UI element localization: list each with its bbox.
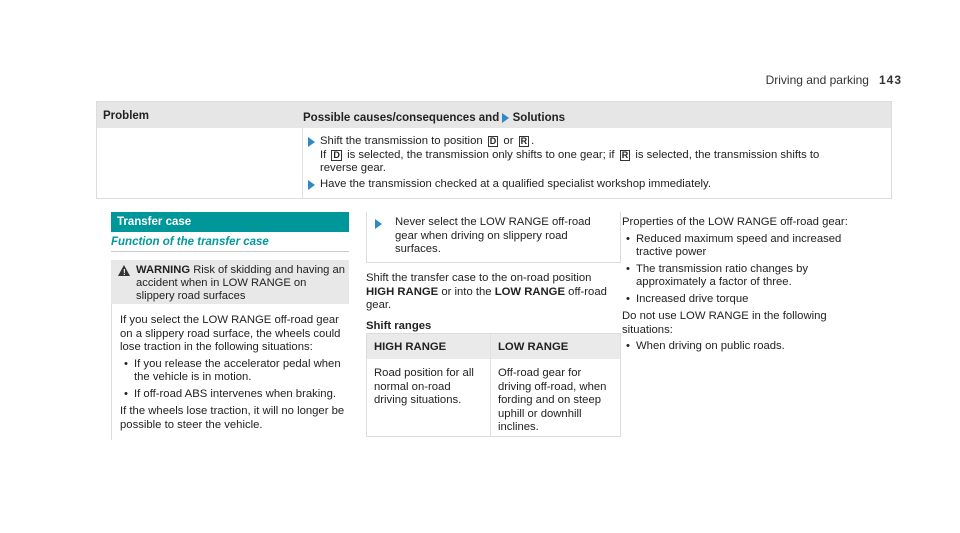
gear-d-icon: D	[489, 136, 497, 146]
list-item: • If you release the accelerator pedal when the vehicle is in motion.	[120, 358, 350, 385]
warning-paragraph: If you select the LOW RANGE off-road gear on a slippery road surface, the wheels could lose traction in the following situations:	[120, 314, 341, 353]
solutions-header-prefix: Possible causes/consequences and	[303, 112, 500, 124]
arrow-right-icon	[375, 219, 382, 229]
right-column	[622, 216, 867, 354]
warning-box	[111, 260, 349, 304]
situations-intro: Do not use LOW RANGE in the following situations:	[622, 310, 827, 336]
solution-item	[320, 178, 711, 192]
subsection-title: Function of the transfer case	[111, 236, 349, 252]
or-text: or	[503, 135, 514, 147]
warning-icon: !	[118, 265, 130, 276]
high-range-header: HIGH RANGE	[374, 341, 447, 353]
shift-paragraph	[366, 272, 616, 313]
solution-text: is selected, the transmission shifts to	[635, 148, 820, 161]
solution-text: reverse gear.	[320, 162, 386, 174]
high-range-term: HIGH RANGE	[366, 285, 439, 298]
solution-text: is selected, the transmission only shifts to one gear; if	[347, 148, 615, 161]
page-header	[766, 73, 902, 87]
table-header	[97, 102, 891, 128]
shift-text: Shift the transfer case to the on-road position	[366, 272, 592, 284]
solution-text: Shift the transmission to position	[320, 135, 483, 147]
low-range-term: LOW RANGE	[494, 285, 566, 298]
column-divider	[302, 128, 303, 198]
solutions-table	[96, 101, 892, 199]
list-item: • Reduced maximum speed and increased tractive power	[622, 233, 861, 260]
warning-text: Risk of skidding and having an accident when in LOW RANGE on slippery road surfaces	[136, 264, 345, 302]
ranges-table	[366, 333, 621, 437]
arrow-right-icon	[308, 137, 315, 147]
note-text: Never select the LOW RANGE off-road gear when driving on slippery road surfaces.	[395, 216, 591, 255]
solution-text: If	[320, 148, 327, 161]
shift-text: or into the	[441, 285, 492, 298]
low-range-cell: Off-road gear for driving off-road, when fording and on steep uphill or downhill inclines.	[498, 367, 607, 433]
properties-intro: Properties of the LOW RANGE off-road gear:	[622, 216, 848, 228]
solutions-header	[303, 112, 565, 124]
gear-r-icon: R	[621, 149, 629, 160]
list-item: • The transmission ratio changes by approximately a factor of three.	[622, 263, 861, 290]
arrow-right-icon	[308, 180, 315, 190]
arrow-right-icon	[502, 113, 509, 123]
list-item: • Increased drive torque	[622, 293, 861, 307]
ranges-title: Shift ranges	[366, 320, 432, 332]
list-item: • When driving on public roads.	[622, 340, 861, 354]
gear-d-icon: D	[333, 149, 340, 160]
note-box	[366, 212, 621, 263]
page-number: 143	[878, 73, 902, 87]
header-section: Driving and parking	[765, 73, 869, 87]
ranges-table-header	[367, 334, 620, 359]
list-item: • If off-road ABS intervenes when braking.	[120, 388, 350, 402]
section-title-text: Transfer case	[117, 216, 192, 228]
solution-item: Shift the transmission to position D or R . If D is selected, the transmission only shifts to one gear; if R is selected, the transmission shifts to reverse gear.	[320, 135, 819, 176]
warning-body	[111, 304, 349, 440]
warning-label: WARNING	[136, 264, 191, 276]
solutions-header-suffix: Solutions	[512, 112, 566, 124]
warning-paragraph: If the wheels lose traction, it will no longer be possible to steer the vehicle.	[120, 405, 345, 431]
solution-text: Have the transmission checked at a qualified specialist workshop immediately.	[320, 178, 711, 190]
problem-header: Problem	[103, 110, 150, 122]
gear-r-icon: R	[520, 136, 528, 146]
high-range-cell: Road position for all normal on-road driving situations.	[374, 367, 474, 406]
section-title	[111, 212, 349, 232]
shift-text: off-road gear.	[366, 285, 607, 311]
column-divider	[490, 334, 491, 436]
low-range-header: LOW RANGE	[498, 341, 569, 353]
